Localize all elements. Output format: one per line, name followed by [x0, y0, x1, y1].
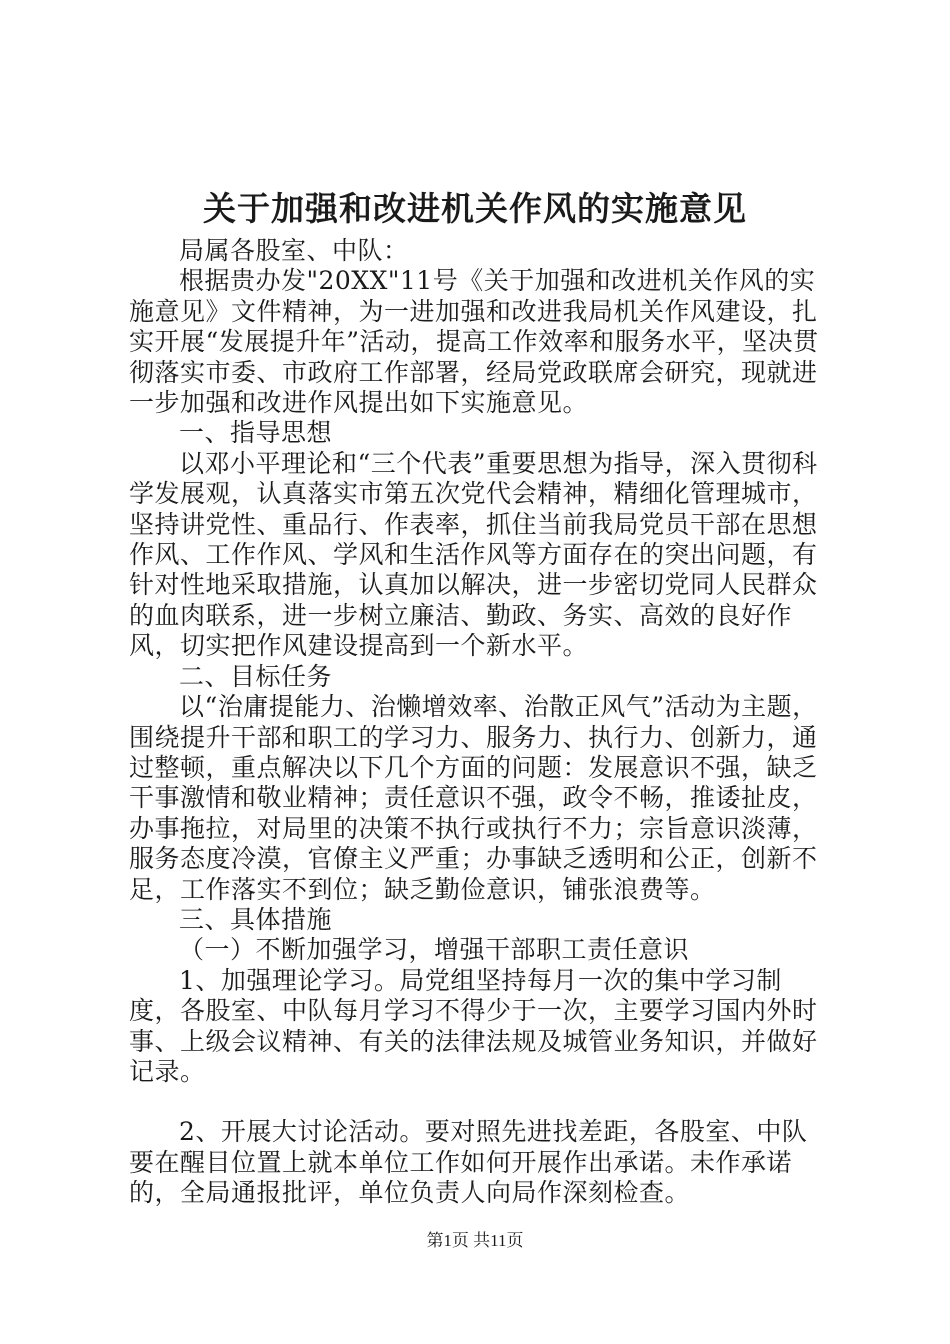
subsection-heading-study: （一）不断加强学习，增强干部职工责任意识: [179, 935, 690, 965]
document-body: [129, 236, 829, 1209]
salutation: 局属各股室、中队：: [179, 236, 409, 265]
section-paragraph-goals: 以“治庸提能力、治懒增效率、治散正风气”活动为主题，围绕提升干部和职工的学习力、服务力、执行力、创新力，通过整顿，重点解决以下几个方面的问题：发展意识不强，缺乏干事激情和敬业精神；责任意识不强，政令不畅，推诿扯皮，办事拖拉，对局里的决策不执行或执行不力；宗旨意识淡薄，服务态度冷漠，官僚主义严重；办事缺乏透明和公正，创新不足，工作落实不到位；缺乏勤俭意识，铺张浪费等。: [129, 692, 818, 904]
intro-paragraph: 根据贵办发"20XX"11号《关于加强和改进机关作风的实施意见》文件精神，为一进加强和改进我局机关作风建设，扎实开展“发展提升年”活动，提高工作效率和服务水平，坚决贯彻落实市委、市政府工作部署，经局党政联席会研究，现就进一步加强和改进作风提出如下实施意见。: [129, 266, 819, 418]
paragraph-gap: [129, 1087, 829, 1117]
item-paragraph-theory-study: 1、加强理论学习。局党组坚持每月一次的集中学习制度，各股室、中队每月学习不得少于一次，主要学习国内外时事、上级会议精神、有关的法律法规及城管业务知识，并做好记录。: [129, 965, 818, 1086]
section-paragraph-guiding-thought: 以邓小平理论和“三个代表”重要思想为指导，深入贯彻科学发展观，认真落实市第五次党代会精神，精细化管理城市，坚持讲党性、重品行、作表率，抓住当前我局党员干部在思想作风、工作作风、学风和生活作风等方面存在的突出问题，有针对性地采取措施，认真加以解决，进一步密切党同人民群众的血肉联系，进一步树立廉洁、勤政、务实、高效的良好作风，切实把作风建设提高到一个新水平。: [129, 448, 818, 661]
document-title: 关于加强和改进机关作风的实施意见: [203, 189, 747, 228]
page-number: 第1页 共11页: [426, 1231, 524, 1250]
section-heading-measures: 三、具体措施: [179, 904, 333, 934]
section-heading-goals: 二、目标任务: [179, 661, 333, 691]
item-paragraph-discussion: 2、开展大讨论活动。要对照先进找差距，各股室、中队要在醒目位置上就本单位工作如何开展作出承诺。未作承诺的，全局通报批评，单位负责人向局作深刻检查。: [129, 1117, 808, 1208]
section-heading-guiding-thought: 一、指导思想: [179, 418, 333, 448]
